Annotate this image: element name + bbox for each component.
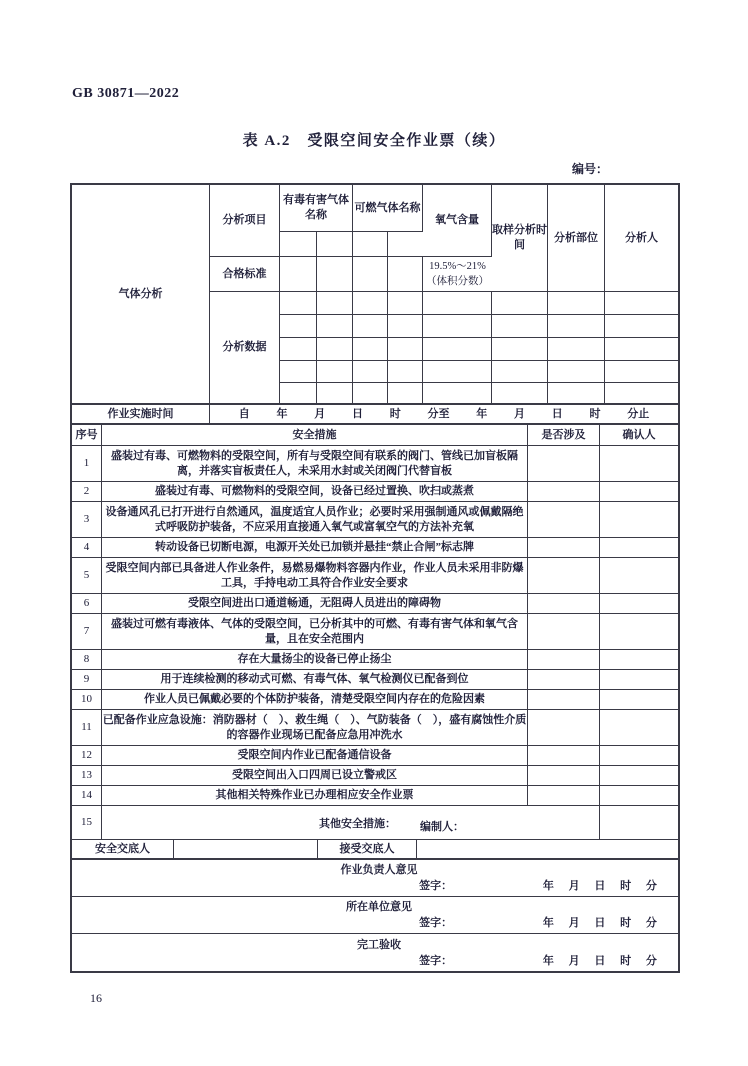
involved-cell <box>528 446 600 482</box>
empty-cell <box>423 361 492 383</box>
empty-cell <box>548 383 605 405</box>
empty-cell <box>548 292 605 315</box>
empty-cell <box>548 338 605 361</box>
measure-row <box>72 558 678 594</box>
measure-no: 11 <box>72 710 102 746</box>
measure-no: 9 <box>72 670 102 690</box>
measure-no: 1 <box>72 446 102 482</box>
empty-cell <box>423 292 492 315</box>
empty-cell <box>492 315 548 338</box>
opinion-row <box>72 860 678 897</box>
empty-cell <box>423 315 492 338</box>
analysis-data-label: 分析数据 <box>210 292 280 405</box>
confirmer-cell <box>600 746 678 766</box>
confirmer-cell <box>600 482 678 502</box>
empty-cell <box>317 257 353 292</box>
measure-text: 设备通风孔已打开进行自然通风，温度适宜人员作业；必要时采用强制通风或佩戴隔绝式呼吸防护装备，不应采用直接通入氧气或富氧空气的方法补充氧 <box>102 502 528 538</box>
measure-row <box>72 594 678 614</box>
empty-cell <box>353 383 388 405</box>
empty-cell <box>605 338 678 361</box>
analysis-item-header: 分析项目 <box>210 185 280 257</box>
sampling-time-header: 取样分析时间 <box>492 185 548 292</box>
opinions-table <box>72 860 678 971</box>
other-measures-cell <box>102 806 600 840</box>
empty-cell <box>605 292 678 315</box>
empty-cell <box>605 361 678 383</box>
measure-row <box>72 502 678 538</box>
empty-cell <box>388 315 423 338</box>
measure-no: 3 <box>72 502 102 538</box>
empty-cell <box>317 361 353 383</box>
measure-row <box>72 746 678 766</box>
flammable-gas-name-cell <box>388 232 423 257</box>
measure-row <box>72 482 678 502</box>
measure-no: 15 <box>72 806 102 840</box>
measure-text: 受限空间进出口通道畅通，无阻碍人员进出的障碍物 <box>102 594 528 614</box>
involved-cell <box>528 502 600 538</box>
gas-analysis-table <box>72 185 678 425</box>
toxic-gas-name-cell <box>317 232 353 257</box>
measure-header: 安全措施 <box>102 425 528 446</box>
confirmer-cell <box>600 786 678 806</box>
qualified-standard-label: 合格标准 <box>210 257 280 292</box>
work-permit-form <box>70 183 680 973</box>
signature-datetime: 年 月 日 时 分 <box>542 917 657 929</box>
confirmer-header: 确认人 <box>600 425 678 446</box>
measure-no: 7 <box>72 614 102 650</box>
measure-no: 14 <box>72 786 102 806</box>
empty-cell <box>353 257 388 292</box>
measure-row <box>72 670 678 690</box>
confirmer-cell <box>600 558 678 594</box>
involved-cell <box>528 538 600 558</box>
briefing-receiver-label: 接受交底人 <box>318 840 417 860</box>
signature-line <box>72 953 678 971</box>
empty-cell <box>317 338 353 361</box>
measure-no: 6 <box>72 594 102 614</box>
measure-row <box>72 786 678 806</box>
unit-opinion-section <box>72 897 678 934</box>
empty-cell <box>605 383 678 405</box>
measure-text: 盛装过有毒、可燃物料的受限空间，设备已经过置换、吹扫或蒸煮 <box>102 482 528 502</box>
measure-text: 存在大量扬尘的设备已停止扬尘 <box>102 650 528 670</box>
signature-line <box>72 878 678 896</box>
signature-datetime: 年 月 日 时 分 <box>542 880 657 892</box>
empty-cell <box>492 338 548 361</box>
briefing-receiver-cell <box>417 840 678 860</box>
preparer-label: 编制人： <box>420 821 464 833</box>
empty-cell <box>317 292 353 315</box>
involved-cell <box>528 594 600 614</box>
measure-text: 受限空间内作业已配备通信设备 <box>102 746 528 766</box>
confirmer-cell <box>600 690 678 710</box>
measure-text: 其他相关特殊作业已办理相应安全作业票 <box>102 786 528 806</box>
empty-cell <box>492 361 548 383</box>
measure-no: 8 <box>72 650 102 670</box>
confirmer-cell <box>600 650 678 670</box>
measure-no: 2 <box>72 482 102 502</box>
toxic-gas-name-cell <box>280 232 317 257</box>
oxygen-header: 氧气含量 <box>423 185 492 257</box>
section-title: 作业负责人意见 <box>340 864 418 876</box>
involved-cell <box>528 482 600 502</box>
empty-cell <box>548 315 605 338</box>
measure-text: 受限空间内部已具备进人作业条件，易燃易爆物料容器内作业，作业人员未采用非防爆工具，手持电动工具符合作业安全要求 <box>102 558 528 594</box>
measure-row <box>72 538 678 558</box>
leader-opinion-section <box>72 860 678 897</box>
measure-no: 4 <box>72 538 102 558</box>
work-time-value: 自 年 月 日 时 分至 年 月 日 时 分止 <box>210 405 678 425</box>
flammable-gas-name-cell <box>353 232 388 257</box>
measure-row <box>72 690 678 710</box>
opinion-row <box>72 897 678 934</box>
confirmer-cell <box>600 710 678 746</box>
measure-text: 用于连续检测的移动式可燃、有毒气体、氧气检测仪已配备到位 <box>102 670 528 690</box>
opinion-row <box>72 934 678 971</box>
standard-code: GB 30871—2022 <box>72 86 180 101</box>
empty-cell <box>388 338 423 361</box>
empty-cell <box>280 257 317 292</box>
briefing-giver-cell <box>174 840 318 860</box>
involved-cell <box>528 746 600 766</box>
empty-cell <box>388 257 423 292</box>
measure-text: 受限空间出入口四周已设立警戒区 <box>102 766 528 786</box>
oxygen-standard-value: 19.5%～21%（体积分数） <box>423 257 492 292</box>
section-title: 完工验收 <box>357 938 401 951</box>
briefing-table <box>72 840 678 860</box>
empty-cell <box>353 292 388 315</box>
empty-cell <box>423 383 492 405</box>
measure-row <box>72 446 678 482</box>
empty-cell <box>280 361 317 383</box>
confirmer-cell <box>600 806 678 840</box>
analyst-header: 分析人 <box>605 185 678 292</box>
involved-cell <box>528 786 600 806</box>
completion-acceptance-section <box>72 934 678 971</box>
measure-text: 作业人员已佩戴必要的个体防护装备，清楚受限空间内存在的危险因素 <box>102 690 528 710</box>
involved-cell <box>528 690 600 710</box>
signature-datetime: 年 月 日 时 分 <box>542 954 657 967</box>
number-label: 编号： <box>571 162 608 176</box>
toxic-gas-header: 有毒有害气体名称 <box>280 185 353 232</box>
measure-text: 已配备作业应急设施：消防器材（ ）、救生绳（ ）、气防装备（ ），盛有腐蚀性介质的容器作业现场已配备应急用冲洗水 <box>102 710 528 746</box>
empty-cell <box>548 361 605 383</box>
flammable-gas-header: 可燃气体名称 <box>353 185 423 232</box>
involved-cell <box>528 558 600 594</box>
signature-label: 签字： <box>419 954 453 967</box>
measure-text: 盛装过可燃有毒液体、气体的受限空间，已分析其中的可燃、有毒有害气体和氧气含量，且在安全范围内 <box>102 614 528 650</box>
signature-label: 签字： <box>419 917 453 929</box>
involved-cell <box>528 614 600 650</box>
signature-line <box>72 915 678 933</box>
empty-cell <box>388 383 423 405</box>
involved-cell <box>528 650 600 670</box>
confirmer-cell <box>600 594 678 614</box>
empty-cell <box>280 383 317 405</box>
involved-cell <box>528 670 600 690</box>
measure-no: 5 <box>72 558 102 594</box>
involved-cell <box>528 710 600 746</box>
empty-cell <box>353 361 388 383</box>
empty-cell <box>492 383 548 405</box>
empty-cell <box>388 292 423 315</box>
measure-row <box>72 650 678 670</box>
page-number: 16 <box>90 991 102 1005</box>
empty-cell <box>353 338 388 361</box>
work-time-label: 作业实施时间 <box>72 405 210 425</box>
empty-cell <box>280 315 317 338</box>
no-header: 序号 <box>72 425 102 446</box>
analysis-part-header: 分析部位 <box>548 185 605 292</box>
measure-no: 10 <box>72 690 102 710</box>
measure-no: 13 <box>72 766 102 786</box>
section-title: 所在单位意见 <box>346 901 412 913</box>
measure-text: 盛装过有毒、可燃物料的受限空间，所有与受限空间有联系的阀门、管线已加盲板隔离，并落实盲板责任人，未采用水封或关闭阀门代替盲板 <box>102 446 528 482</box>
other-measures-label: 其他安全措施： <box>319 818 396 830</box>
confirmer-cell <box>600 670 678 690</box>
briefing-giver-label: 安全交底人 <box>72 840 174 860</box>
empty-cell <box>605 315 678 338</box>
empty-cell <box>388 361 423 383</box>
measure-row-other <box>72 806 678 840</box>
measure-text: 转动设备已切断电源，电源开关处已加锁并悬挂“禁止合闸”标志牌 <box>102 538 528 558</box>
measure-row <box>72 614 678 650</box>
gas-analysis-label: 气体分析 <box>72 185 210 405</box>
measure-row <box>72 766 678 786</box>
confirmer-cell <box>600 502 678 538</box>
confirmer-cell <box>600 766 678 786</box>
empty-cell <box>423 338 492 361</box>
measure-no: 12 <box>72 746 102 766</box>
empty-cell <box>280 338 317 361</box>
empty-cell <box>317 315 353 338</box>
involved-cell <box>528 766 600 786</box>
confirmer-cell <box>600 614 678 650</box>
table-title: 表 A.2 受限空间安全作业票（续） <box>242 133 506 149</box>
measure-row <box>72 710 678 746</box>
empty-cell <box>280 292 317 315</box>
safety-measures-table <box>72 425 678 840</box>
confirmer-cell <box>600 446 678 482</box>
involved-header: 是否涉及 <box>528 425 600 446</box>
empty-cell <box>353 315 388 338</box>
empty-cell <box>317 383 353 405</box>
signature-label: 签字： <box>419 880 453 892</box>
empty-cell <box>492 292 548 315</box>
confirmer-cell <box>600 538 678 558</box>
